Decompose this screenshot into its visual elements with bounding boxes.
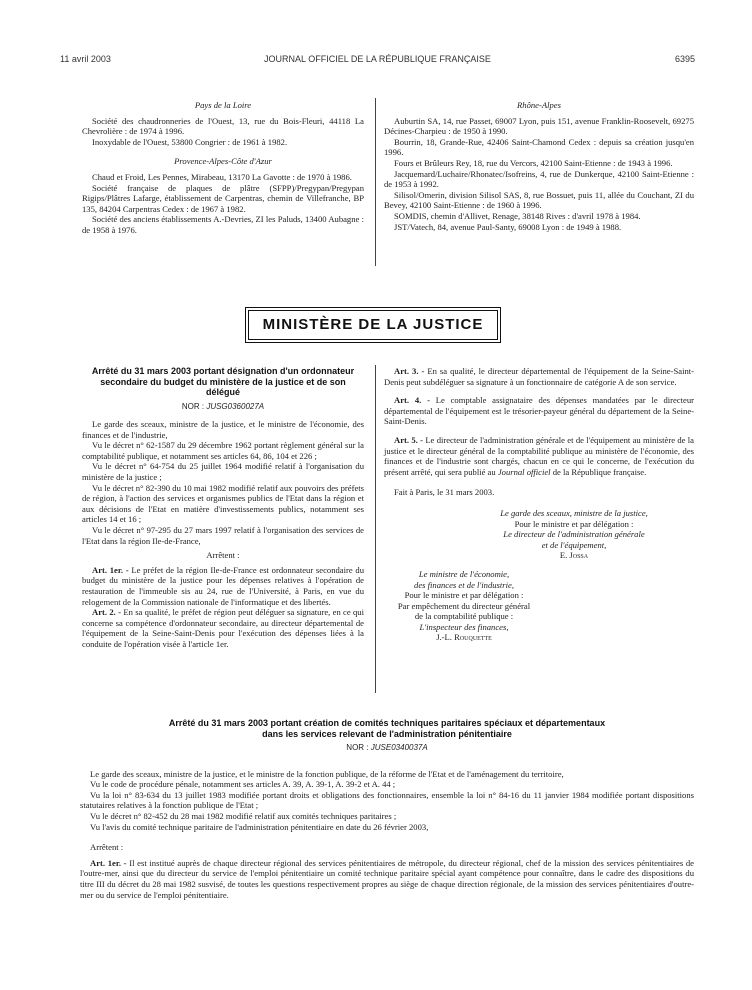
list-item: SOMDIS, chemin d'Allivet, Renage, 38148 Rives : d'avril 1978 à 1984. [394, 210, 641, 221]
signature-line: Par empêchement du directeur général [397, 600, 531, 611]
column-divider [375, 98, 376, 266]
paragraph: Vu le code de procédure pénale, notamment ses articles A. 39, A. 39-1, A. 39-2 et A. 44 ; [90, 779, 396, 790]
decree-1-right-column [384, 366, 694, 643]
article-text: En sa qualité, le directeur départemental de l'équipement de la Seine-Saint-Denis peut subdéléguer sa signature à un fonctionnaire de catégorie A de son service. [384, 366, 694, 387]
nor-label: NOR : [346, 743, 369, 752]
article-5 [384, 435, 694, 477]
page-header [60, 54, 695, 68]
arretent-heading: Arrêtent : [90, 842, 124, 853]
signature-line: et de l'équipement, [541, 539, 607, 550]
nor-reference [82, 402, 364, 413]
nor-value: JUSG0360027A [206, 401, 265, 411]
signature-line: de la comptabilité publique : [414, 611, 514, 622]
header-journal-title: JOURNAL OFFICIEL DE LA RÉPUBLIQUE FRANÇAISE [264, 54, 491, 64]
signatory-name: E. Jossa [559, 550, 589, 561]
paragraph: Vu le décret n° 97-295 du 27 mars 1997 relatif à l'organisation des services de l'Etat dans la région Ile-de-France, [82, 525, 364, 546]
fait-a-paris: Fait à Paris, le 31 mars 2003. [394, 487, 495, 498]
decree-2 [80, 718, 694, 900]
list-item: Société des anciens établissements A.-Devries, ZI les Paluds, 13400 Aubagne : de 1958 à 1976. [82, 214, 364, 235]
decree-1-left-column [82, 366, 364, 650]
region-heading: Provence-Alpes-Côte d'Azur [174, 156, 272, 167]
article-1 [82, 565, 364, 607]
right-top-column [384, 100, 694, 232]
signature-line: Le directeur de l'administration générale [503, 529, 645, 540]
column-divider [375, 365, 376, 693]
paragraph: Vu l'avis du comité technique paritaire de l'administration pénitentiaire en date du 26 février 2003, [90, 821, 429, 832]
list-item: Bourrin, 18, Grande-Rue, 42406 Saint-Chamond Cedex : depuis sa création jusqu'en 1996. [384, 136, 694, 158]
article-1 [80, 858, 694, 900]
signatory-name: J.-L. Rouquette [436, 632, 492, 643]
list-item: Silisol/Omerin, division Silisol SAS, 8, rue Bossuet, puis 11, allée du Couchant, ZI du Bevey, 42100 Saint-Etienne : de 1960 à 1996. [384, 189, 694, 211]
region-heading: Rhône-Alpes [517, 100, 561, 110]
list-item: Chaud et Froid, Les Pennes, Mirabeau, 13170 La Gavotte : de 1970 à 1986. [92, 171, 352, 182]
nor-reference [80, 743, 694, 754]
article-text: Le comptable assignataire des dépenses mandatées par le directeur départemental de l'équipement est le trésorier-payeur général du département de la Seine-Saint-Denis. [384, 395, 694, 427]
paragraph: Vu le décret n° 82-452 du 28 mai 1982 modifié relatif aux comités techniques paritaires ; [90, 810, 397, 821]
article-label: Art. 2. - [92, 607, 121, 618]
article-2 [82, 607, 364, 649]
article-text: Le préfet de la région Ile-de-France est ordonnateur secondaire du budget du ministère de la justice pour les dépenses relatives à l'opération de restauration de l'immeuble sis au 24, rue de l'Université, à Paris, en vue du relogement de la Commission nationale de l'informatique et des libertés. [82, 564, 364, 607]
article-text: de la République française. [550, 466, 647, 477]
article-text: En sa qualité, le préfet de région peut déléguer sa signature, en ce qui concerne sa compétence d'ordonnateur secondaire, au directeur départemental de l'équipement de la Seine-Saint-Denis pour l'exécution des dépenses liées à la conduite de l'opération visée à l'article 1er. [82, 607, 364, 649]
signature-line: Le garde des sceaux, ministre de la justice, [500, 507, 648, 518]
signature-line: Pour le ministre et par délégation : [514, 518, 634, 529]
article-3 [384, 366, 694, 387]
paragraph: Vu la loi n° 83-634 du 13 juillet 1983 modifiée portant droits et obligations des fonctionnaires, ensemble la loi n° 84-16 du 11 janvier 1984 modifiée portant dispositions statutaires relatives à la fonction publique de l'Etat ; [80, 789, 694, 811]
list-item: Société française de plaques de plâtre (SFPP)/Pregypan/Pregypan Rigips/Plâtres Lafarge, établissement de Carpentras, chemin de Villefranche, BP 135, 84204 Carpentras Cedex : de 1967 à 1982. [82, 182, 364, 214]
header-page-number: 6395 [674, 54, 695, 64]
signature-line: des finances et de l'industrie, [414, 579, 514, 590]
decree-title: Arrêté du 31 mars 2003 portant désignation d'un ordonnateur secondaire du budget du ministère de la justice et de son délégué [91, 366, 355, 397]
nor-label: NOR : [181, 401, 205, 411]
header-date: 11 avril 2003 [60, 54, 111, 64]
list-item: Jacquemard/Luchaire/Rhonatec/Isofreins, 4, rue de Dunkerque, 42100 Saint-Etienne : de 1953 à 1992. [384, 168, 694, 190]
article-label: Art. 5. - [394, 434, 423, 445]
signature-line: Le ministre de l'économie, [418, 568, 510, 579]
signature-line: L'inspecteur des finances, [419, 621, 509, 632]
list-item: Société des chaudronneries de l'Ouest, 13, rue du Bois-Fleuri, 44118 La Chevrolière : de 1974 à 1996. [82, 115, 364, 137]
signature-block-1 [454, 508, 694, 561]
journal-officiel: Journal officiel [497, 466, 551, 477]
region-heading: Pays de la Loire [194, 100, 252, 110]
signature-block-2 [384, 569, 544, 643]
article-label: Art. 3. - [394, 366, 425, 376]
paragraph: Le garde des sceaux, ministre de la justice, et le ministre de l'économie, des finances et de l'industrie, [82, 419, 364, 440]
arretent-heading: Arrêtent : [206, 550, 240, 561]
article-text: Le directeur de l'administration générale et de l'équipement au ministère de la justice et le directeur général de la comptabilité publique au ministère de l'économie, des finances et de l'industrie sont chargés, chacun en ce qui le concerne, de l'exécution du présent arrêté, qui sera publié au [384, 434, 694, 477]
list-item: JST/Vatech, 84, avenue Paul-Santy, 69008 Lyon : de 1949 à 1988. [394, 221, 622, 232]
list-item: Fours et Brûleurs Rey, 18, rue du Vercors, 42100 Saint-Etienne : de 1943 à 1996. [394, 157, 673, 168]
paragraph: Vu le décret n° 64-754 du 25 juillet 1964 modifié relatif à l'organisation du ministère de la justice ; [82, 461, 364, 483]
paragraph: Vu le décret n° 82-390 du 10 mai 1982 modifié relatif aux pouvoirs des préfets de région, à l'action des services et organismes publics de l'Etat dans la région et aux décisions de l'Etat en matière d'investissements publics, notamment ses articles 14 et 16 ; [82, 482, 364, 525]
article-label: Art. 1er. - [92, 564, 129, 575]
article-text: Il est institué auprès de chaque directeur régional des services pénitentiaires de métropole, du directeur régional, chef de la mission des services pénitentiaires de l'outre-mer, ainsi que du directeur du service de l'emploi pénitentiaire un comité technique paritaire spécial ayant compétence pour connaître, dans le cadre des dispositions du titre III du décret du 28 mai 1982 susvisé, de toutes les questions respectivement propres au siège de chaque direction régionale, de la mission des services pénitentiaires d'outre-mer ou du service de l'emploi pénitentiaire. [80, 857, 694, 900]
ministry-heading-box: MINISTÈRE DE LA JUSTICE [248, 310, 498, 340]
list-item: Inoxydable de l'Ouest, 53800 Congrier : de 1961 à 1982. [92, 136, 288, 147]
paragraph: Vu le décret n° 62-1587 du 29 décembre 1962 portant règlement général sur la comptabilité publique, et notamment ses articles 64, 86, 104 et 226 ; [82, 440, 364, 461]
left-top-column [82, 100, 364, 236]
article-4 [384, 395, 694, 427]
article-label: Art. 4. - [394, 395, 430, 406]
list-item: Auburtin SA, 14, rue Passet, 69007 Lyon, puis 151, avenue Franklin-Roosevelt, 69275 Décines-Charpieu : de 1950 à 1990. [384, 115, 694, 137]
signature-line: Pour le ministre et par délégation : [404, 590, 524, 601]
article-label: Art. 1er. - [90, 857, 127, 868]
decree-title: Arrêté du 31 mars 2003 portant création de comités techniques paritaires spéciaux et départementaux [168, 718, 606, 728]
paragraph: Le garde des sceaux, ministre de la justice, et le ministre de la fonction publique, de la réforme de l'Etat et de l'aménagement du territoire, [90, 768, 564, 779]
nor-value: JUSE0340037A [370, 743, 428, 752]
decree-title-line-2: dans les services relevant de l'administration pénitentiaire [262, 728, 512, 739]
